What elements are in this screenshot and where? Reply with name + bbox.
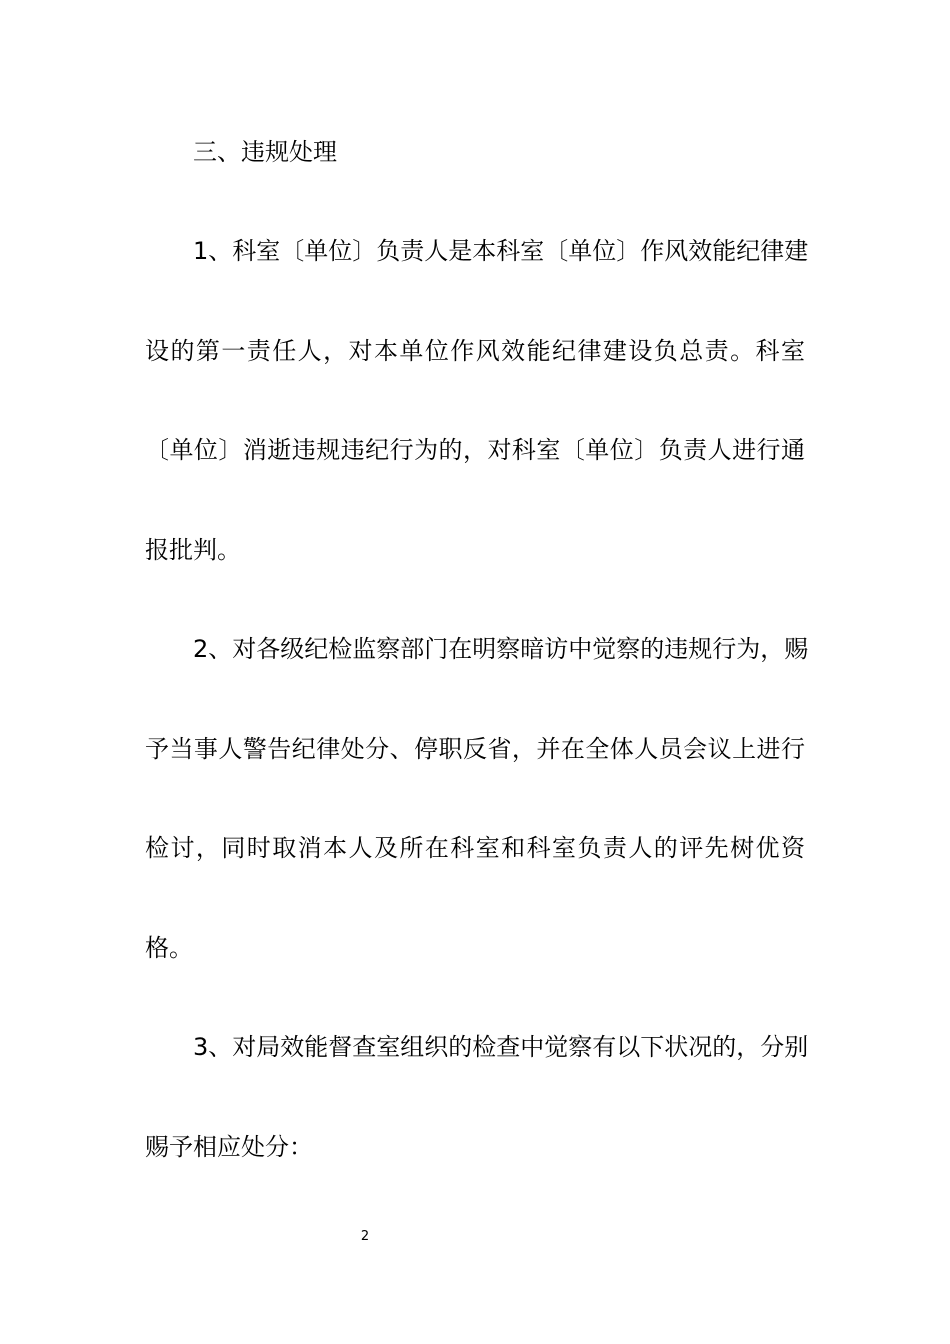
paragraph-1-line-2: 设的第一责任人，对本单位作风效能纪律建设负总责。科室 bbox=[145, 337, 805, 365]
section-heading: 三、违规处理 bbox=[193, 138, 337, 166]
page-number: 2 bbox=[360, 1229, 370, 1244]
paragraph-2-line-3: 检讨，同时取消本人及所在科室和科室负责人的评先树优资 bbox=[145, 834, 805, 862]
paragraph-1-line-4: 报批判。 bbox=[145, 536, 241, 564]
paragraph-3-line-2: 赐予相应处分： bbox=[145, 1133, 313, 1161]
paragraph-2-line-2: 予当事人警告纪律处分、停职反省，并在全体人员会议上进行 bbox=[145, 735, 805, 763]
paragraph-3-line-1: 3、对局效能督查室组织的检查中觉察有以下状况的，分别 bbox=[193, 1033, 809, 1061]
paragraph-2-line-1: 2、对各级纪检监察部门在明察暗访中觉察的违规行为，赐 bbox=[193, 635, 809, 663]
paragraph-1-line-1: 1、科室〔单位〕负责人是本科室〔单位〕作风效能纪律建 bbox=[193, 237, 809, 265]
paragraph-2-line-4: 格。 bbox=[145, 934, 193, 962]
paragraph-1-line-3: 〔单位〕消逝违规违纪行为的，对科室〔单位〕负责人进行通 bbox=[145, 436, 805, 464]
